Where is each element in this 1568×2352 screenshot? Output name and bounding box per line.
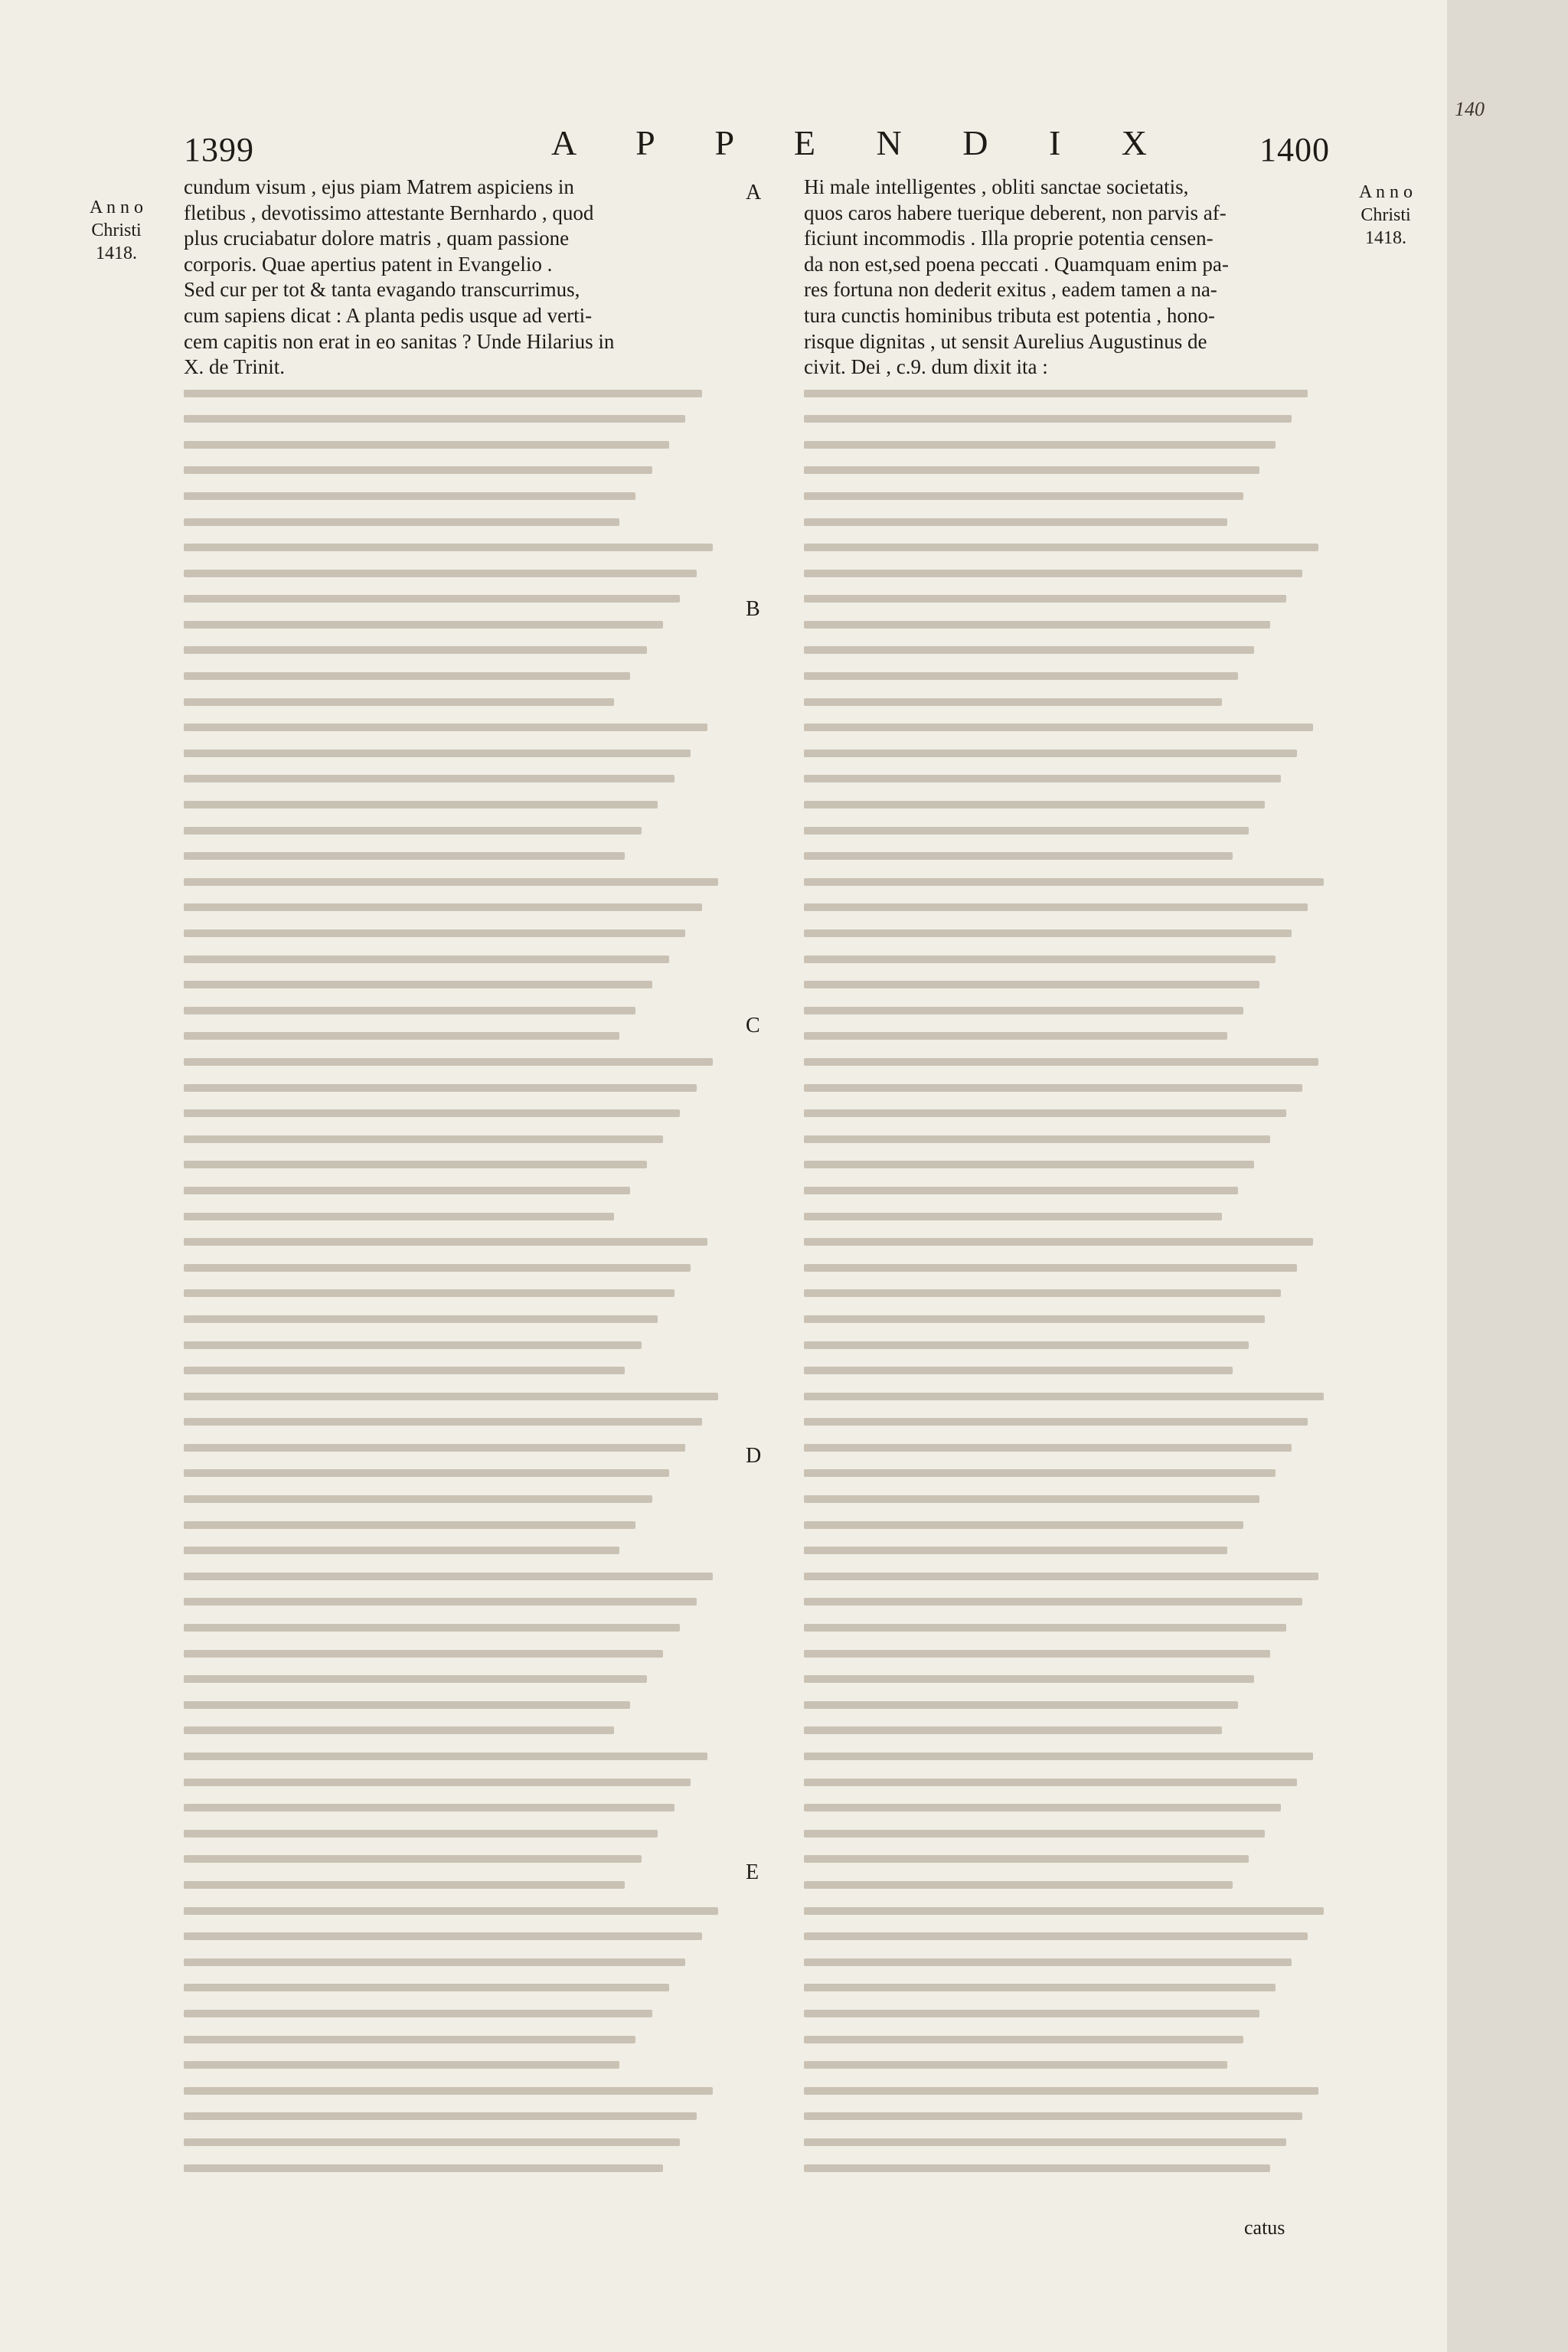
text-line: civit. Dei , c.9. dum dixit ita : (804, 355, 1048, 379)
adjacent-page-edge (1447, 0, 1568, 2352)
unreadable-text-line (184, 766, 735, 792)
unreadable-text-line (804, 1178, 1340, 1204)
unreadable-text-line (804, 1332, 1340, 1358)
unreadable-text-line (804, 1229, 1340, 1255)
unreadable-text-line (804, 534, 1340, 560)
unreadable-text-line (804, 972, 1340, 998)
unreadable-text-line (804, 1898, 1340, 1924)
right-text-column (804, 175, 1340, 2180)
unreadable-text-line (184, 1872, 735, 1898)
unreadable-text-line (184, 2129, 735, 2155)
unreadable-text-line (804, 638, 1340, 664)
unreadable-text-line (804, 869, 1340, 895)
unreadable-text-line (184, 1178, 735, 1204)
text-line: cem capitis non erat in eo sanitas ? Unde Hilarius in (184, 329, 615, 353)
unreadable-text-line (804, 1512, 1340, 1538)
unreadable-text-line (804, 792, 1340, 818)
unreadable-text-line (184, 1975, 735, 2001)
unreadable-text-line (804, 843, 1340, 869)
unreadable-text-line (184, 1332, 735, 1358)
unreadable-text-line (184, 1435, 735, 1461)
text-line: cum sapiens dicat : A planta pedis usque ad verti- (184, 303, 593, 327)
unreadable-text-line (184, 1923, 735, 1949)
unreadable-text-line (804, 381, 1340, 407)
unreadable-text-line (804, 1589, 1340, 1615)
margin-christi: Christi (1361, 205, 1411, 225)
unreadable-text-line (804, 1281, 1340, 1307)
unreadable-text-line (804, 483, 1340, 509)
unreadable-text-line (804, 714, 1340, 740)
unreadable-text-line (804, 1049, 1340, 1075)
unreadable-text-line (804, 1847, 1340, 1873)
unreadable-text-line (184, 1512, 735, 1538)
unreadable-text-line (804, 1126, 1340, 1152)
section-letter-a: A (746, 181, 762, 204)
unreadable-text-line (804, 1743, 1340, 1769)
unreadable-text-line (184, 920, 735, 946)
adjacent-folio: 140 (1455, 98, 1485, 120)
unreadable-text-line (804, 2129, 1340, 2155)
unreadable-text-line (804, 1461, 1340, 1487)
unreadable-text-line (184, 1410, 735, 1436)
unreadable-text-line (184, 946, 735, 972)
text-line: res fortuna non dederit exitus , eadem tamen a na- (804, 278, 1217, 302)
unreadable-text-line (184, 895, 735, 921)
unreadable-text-line (184, 1718, 735, 1744)
left-folio-number: 1399 (184, 131, 254, 168)
unreadable-text-line (804, 1152, 1340, 1178)
unreadable-text-line (804, 1075, 1340, 1101)
margin-year: 1418. (1365, 228, 1406, 248)
left-margin-note (70, 196, 162, 265)
unreadable-text-line (804, 1666, 1340, 1692)
unreadable-text-line (184, 560, 735, 586)
unreadable-text-line (184, 1306, 735, 1332)
unreadable-text-line (804, 998, 1340, 1024)
unreadable-text-line (184, 1357, 735, 1383)
unreadable-text-line (804, 1537, 1340, 1563)
margin-year: 1418. (96, 243, 137, 263)
unreadable-text-line (804, 1383, 1340, 1410)
unreadable-text-line (804, 2078, 1340, 2104)
unreadable-text-line (184, 638, 735, 664)
unreadable-text-line (184, 2104, 735, 2130)
unreadable-text-line (804, 946, 1340, 972)
unreadable-text-line (184, 1486, 735, 1512)
margin-christi: Christi (91, 220, 142, 240)
unreadable-text-line (184, 1100, 735, 1126)
margin-anno: A n n o (1358, 182, 1413, 202)
unreadable-text-line (184, 740, 735, 766)
unreadable-text-line (184, 612, 735, 638)
unreadable-text-line (804, 1975, 1340, 2001)
unreadable-text-line (804, 2027, 1340, 2053)
unreadable-text-line (804, 1024, 1340, 1050)
unreadable-text-line (184, 2155, 735, 2181)
unreadable-text-line (184, 1847, 735, 1873)
unreadable-text-line (804, 1100, 1340, 1126)
unreadable-text-line (804, 1357, 1340, 1383)
unreadable-text-line (184, 689, 735, 715)
unreadable-text-line (804, 818, 1340, 844)
unreadable-text-line (184, 1615, 735, 1641)
unreadable-text-line (184, 509, 735, 535)
unreadable-text-line (804, 509, 1340, 535)
unreadable-text-line (804, 1692, 1340, 1718)
unreadable-text-line (804, 689, 1340, 715)
section-letter-e: E (746, 1860, 760, 1884)
unreadable-text-line (184, 586, 735, 612)
unreadable-text-line (804, 1410, 1340, 1436)
unreadable-text-line (804, 1718, 1340, 1744)
unreadable-text-line (184, 1281, 735, 1307)
left-text-column (184, 175, 735, 2180)
unreadable-text-line (804, 1641, 1340, 1667)
unreadable-text-line (184, 458, 735, 484)
unreadable-text-line (804, 432, 1340, 458)
unreadable-text-line (184, 663, 735, 689)
unreadable-text-line (184, 1229, 735, 1255)
unreadable-text-line (184, 406, 735, 432)
unreadable-text-line (804, 1563, 1340, 1589)
unreadable-text-line (184, 869, 735, 895)
margin-anno: A n n o (89, 198, 143, 217)
unreadable-text-line (804, 2052, 1340, 2078)
unreadable-text-line (184, 1743, 735, 1769)
unreadable-text-line (184, 1641, 735, 1667)
text-line: tura cunctis hominibus tributa est potentia , hono- (804, 303, 1215, 327)
unreadable-text-line (804, 1615, 1340, 1641)
unreadable-text-line (184, 1821, 735, 1847)
unreadable-text-line (804, 740, 1340, 766)
text-line: fletibus , devotissimo attestante Bernhardo , quod (184, 201, 594, 224)
unreadable-text-line (184, 1075, 735, 1101)
text-line: ficiunt incommodis . Illa proprie potentia censen- (804, 227, 1214, 250)
text-line: quos caros habere tuerique deberent, non parvis af- (804, 201, 1227, 224)
unreadable-text-line (804, 1923, 1340, 1949)
unreadable-text-line (804, 1486, 1340, 1512)
unreadable-text-line (184, 432, 735, 458)
unreadable-text-line (184, 2078, 735, 2104)
unreadable-text-line (804, 920, 1340, 946)
unreadable-text-line (184, 818, 735, 844)
unreadable-text-line (804, 1872, 1340, 1898)
unreadable-text-line (184, 1898, 735, 1924)
unreadable-text-line (804, 1204, 1340, 1230)
unreadable-text-line (184, 1461, 735, 1487)
section-letter-d: D (746, 1444, 762, 1468)
unreadable-text-line (804, 560, 1340, 586)
unreadable-text-line (184, 1204, 735, 1230)
unreadable-text-line (184, 1383, 735, 1410)
unreadable-text-line (184, 998, 735, 1024)
unreadable-text-line (804, 1255, 1340, 1281)
text-line: corporis. Quae apertius patent in Evangelio . (184, 252, 553, 276)
unreadable-text-line (184, 2001, 735, 2027)
unreadable-text-line (804, 895, 1340, 921)
unreadable-text-line (804, 766, 1340, 792)
text-line: da non est,sed poena peccati . Quamquam enim pa- (804, 252, 1229, 276)
unreadable-text-line (184, 1152, 735, 1178)
unreadable-text-line (804, 1769, 1340, 1795)
unreadable-text-line (184, 2052, 735, 2078)
unreadable-text-line (804, 663, 1340, 689)
section-letter-b: B (746, 597, 760, 621)
unreadable-text-line (184, 1692, 735, 1718)
unreadable-text-line (184, 1537, 735, 1563)
unreadable-text-line (184, 1049, 735, 1075)
unreadable-text-line (184, 1949, 735, 1975)
unreadable-text-line (804, 2104, 1340, 2130)
unreadable-text-line (804, 1306, 1340, 1332)
text-line: Sed cur per tot & tanta evagando transcurrimus, (184, 278, 580, 302)
unreadable-text-line (184, 843, 735, 869)
unreadable-text-line (804, 612, 1340, 638)
right-margin-note (1340, 181, 1432, 250)
unreadable-text-line (804, 2001, 1340, 2027)
unreadable-text-line (804, 1821, 1340, 1847)
unreadable-text-line (804, 2155, 1340, 2181)
unreadable-text-line (184, 1795, 735, 1821)
catchword: catus (1244, 2216, 1285, 2239)
unreadable-text-line (184, 1024, 735, 1050)
unreadable-text-line (184, 714, 735, 740)
section-letter-c: C (746, 1014, 760, 1037)
unreadable-text-line (184, 972, 735, 998)
unreadable-text-line (184, 483, 735, 509)
unreadable-text-line (184, 1589, 735, 1615)
text-line: plus cruciabatur dolore matris , quam passione (184, 227, 570, 250)
unreadable-text-line (804, 586, 1340, 612)
unreadable-text-line (184, 1126, 735, 1152)
unreadable-text-line (804, 406, 1340, 432)
unreadable-text-line (804, 1949, 1340, 1975)
unreadable-text-line (184, 534, 735, 560)
unreadable-text-line (184, 381, 735, 407)
unreadable-text-line (184, 1563, 735, 1589)
unreadable-text-line (184, 1666, 735, 1692)
unreadable-text-line (804, 458, 1340, 484)
right-folio-number: 1400 (1259, 131, 1330, 168)
text-line: cundum visum , ejus piam Matrem aspiciens in (184, 175, 574, 198)
unreadable-text-line (184, 2027, 735, 2053)
unreadable-text-line (184, 1255, 735, 1281)
text-line: risque dignitas , ut sensit Aurelius Augustinus de (804, 329, 1207, 353)
unreadable-text-line (804, 1795, 1340, 1821)
text-line: Hi male intelligentes , obliti sanctae societatis, (804, 175, 1189, 198)
unreadable-text-line (804, 1435, 1340, 1461)
unreadable-text-line (184, 1769, 735, 1795)
unreadable-text-line (184, 792, 735, 818)
text-line: X. de Trinit. (184, 355, 286, 379)
running-title: A P P E N D I X (551, 123, 1174, 162)
